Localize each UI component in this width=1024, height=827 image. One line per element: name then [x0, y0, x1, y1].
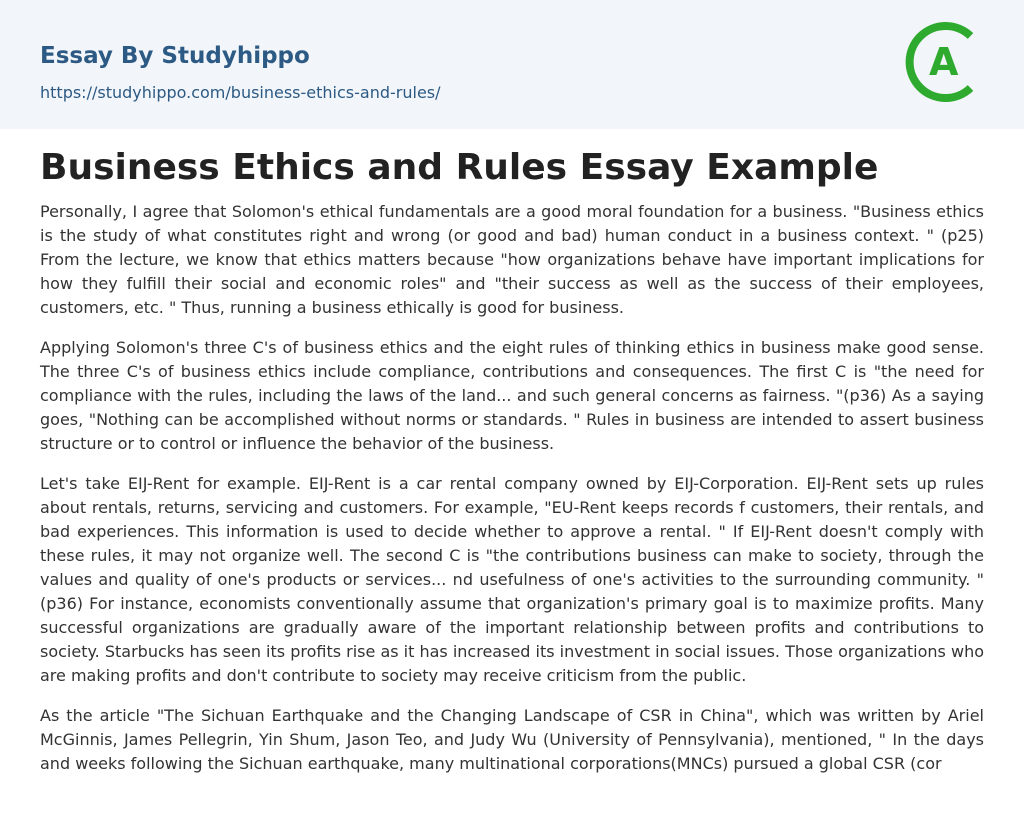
site-brand[interactable]: Essay By Studyhippo — [40, 43, 310, 69]
article-body — [0, 146, 1024, 776]
studyhippo-logo-icon[interactable] — [900, 20, 984, 104]
article-url-link[interactable]: https://studyhippo.com/business-ethics-and-rules/ — [40, 83, 441, 102]
svg-text:A: A — [929, 40, 959, 84]
site-header — [0, 0, 1024, 129]
article-paragraph-4: As the article "The Sichuan Earthquake and the Changing Landscape of CSR in China", which was written by Ariel McGinnis, James Pellegrin, Yin Shum, Jason Teo, and Judy Wu (University of Pennsylvania), mentioned, " In the days and weeks following the Sichuan earthquake, many multinational corporations(MNCs) pursued a global CSR (cor — [40, 706, 984, 773]
article-title: Business Ethics and Rules Essay Example — [40, 147, 879, 188]
article-paragraph-2: Applying Solomon's three C's of business ethics and the eight rules of thinking ethics in business make good sense. The three C's of business ethics include compliance, contributions and consequences. The first C is "the need for compliance with the rules, including the laws of the land... and such general concerns as fairness. "(p36) As a saying goes, "Nothing can be accomplished without norms or standards. " Rules in business are intended to assert business structure or to control or influence the behavior of the business. — [40, 338, 984, 453]
article-paragraph-1: Personally, I agree that Solomon's ethical fundamentals are a good moral foundation for a business. "Business ethics is the study of what constitutes right and wrong (or good and bad) human conduct in a business context. " (p25) From the lecture, we know that ethics matters because "how organizations behave have important implications for how they fulfill their social and economic roles" and "their success as well as the success of their employees, customers, etc. " Thus, running a business ethically is good for business. — [40, 202, 984, 317]
article-paragraph-3: Let's take EIJ-Rent for example. EIJ-Rent is a car rental company owned by EIJ-Corporation. EIJ-Rent sets up rules about rentals, returns, servicing and customers. For example, "EU-Rent keeps records f customers, their rentals, and bad experiences. This information is used to decide whether to approve a rental. " If EIJ-Rent doesn't comply with these rules, it may not organize well. The second C is "the contributions business can make to society, through the values and quality of one's products or services... nd usefulness of one's activities to the surrounding community. " (p36) For instance, economists conventionally assume that organization's primary goal is to maximize profits. Many successful organizations are gradually aware of the important relationship between profits and contributions to society. Starbucks has seen its profits rise as it has increased its investment in social issues. Those organizations who are making profits and don't contribute to society may receive criticism from the public. — [40, 474, 984, 685]
